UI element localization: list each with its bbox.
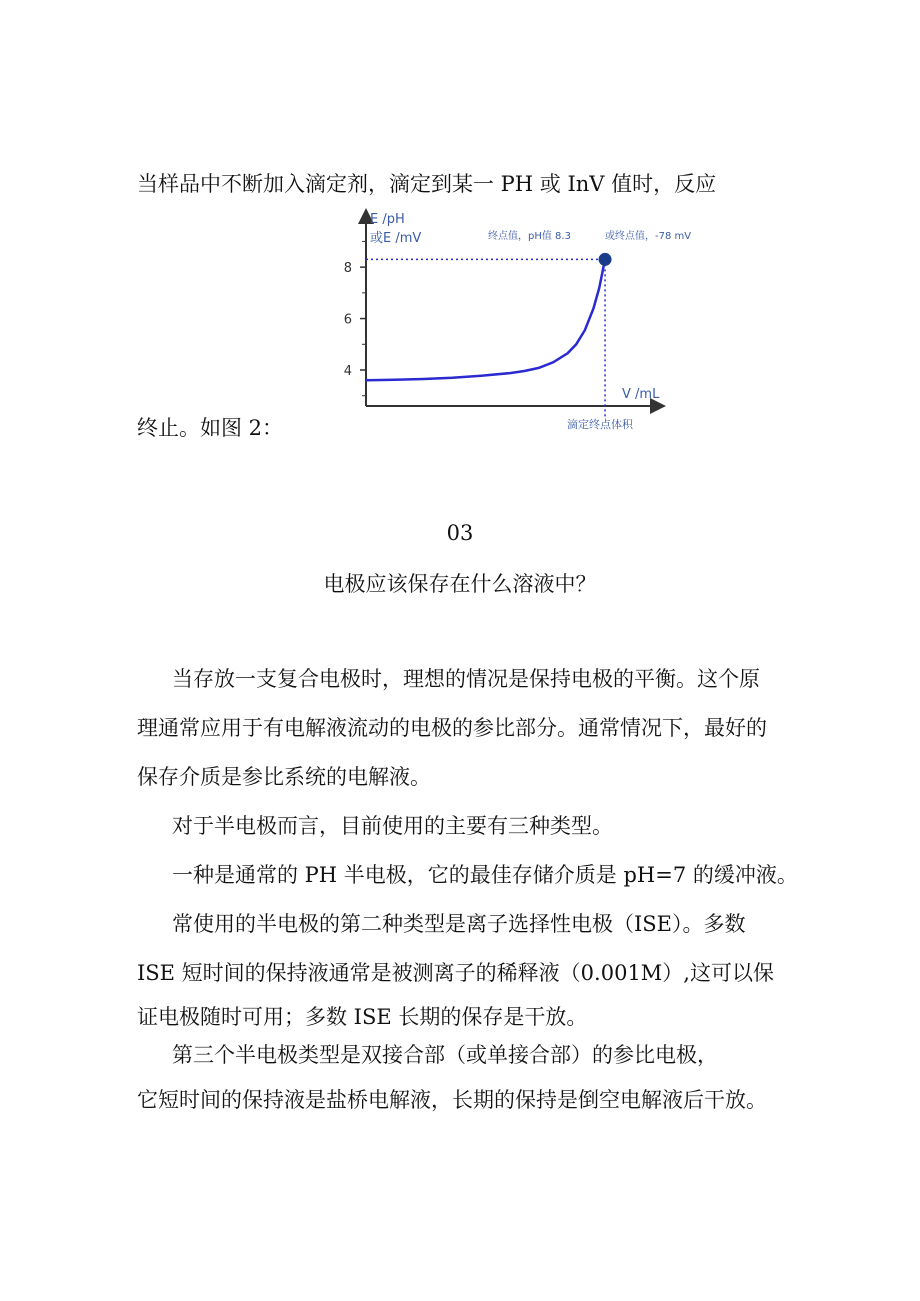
body-line-3: 保存介质是参比系统的电解液。 bbox=[137, 765, 431, 789]
titration-curve bbox=[366, 259, 605, 380]
x-tick-label: 滴定终点体积 bbox=[567, 418, 633, 431]
titration-chart bbox=[330, 206, 692, 438]
y-tick-label: 4 bbox=[343, 364, 352, 379]
intro-line-1: 当样品中不断加入滴定剂，滴定到某一 PH 或 InV 值时，反应 bbox=[137, 172, 717, 196]
body-line-1: 当存放一支复合电极时，理想的情况是保持电极的平衡。这个原 bbox=[172, 667, 760, 691]
endpoint-marker bbox=[599, 253, 612, 266]
annotation-ph: 终点值，pH值 8.3 bbox=[488, 231, 571, 242]
y-tick-label: 6 bbox=[343, 312, 352, 328]
y-tick-label: 8 bbox=[343, 261, 352, 277]
body-line-7: ISE 短时间的保持液通常是被测离子的稀释液（0.001M）,这可以保 bbox=[137, 961, 774, 985]
body-line-8: 证电极随时可用；多数 ISE 长期的保存是干放。 bbox=[137, 1005, 588, 1029]
body-line-5: 一种是通常的 PH 半电极，它的最佳存储介质是 pH=7 的缓冲液。 bbox=[172, 863, 798, 887]
intro-line-2: 终止。如图 2： bbox=[137, 416, 284, 440]
body-line-9: 第三个半电极类型是双接合部（或单接合部）的参比电极， bbox=[172, 1043, 718, 1067]
body-line-2: 理通常应用于有电解液流动的电极的参比部分。通常情况下，最好的 bbox=[137, 716, 767, 740]
y-axis-label-2: 或E /mV bbox=[370, 231, 422, 246]
annotation-mv: 或终点值，-78 mV bbox=[605, 231, 692, 242]
body-line-4: 对于半电极而言，目前使用的主要有三种类型。 bbox=[172, 814, 613, 838]
body-line-6: 常使用的半电极的第二种类型是离子选择性电极（ISE）。多数 bbox=[172, 912, 746, 936]
x-axis-label: V /mL bbox=[622, 387, 660, 402]
section-number: 03 bbox=[446, 521, 474, 545]
body-line-10: 它短时间的保持液是盐桥电解液，长期的保持是倒空电解液后干放。 bbox=[137, 1088, 767, 1112]
y-axis-label-1: E /pH bbox=[370, 212, 405, 227]
section-heading: 电极应该保存在什么溶液中？ bbox=[323, 572, 597, 596]
